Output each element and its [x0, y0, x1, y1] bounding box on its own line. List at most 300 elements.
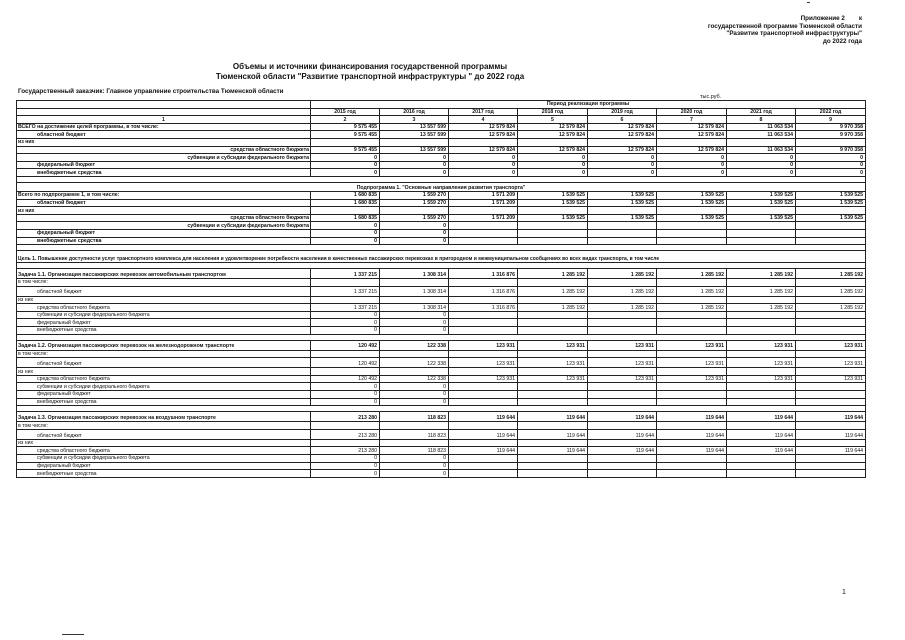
empty-cell [796, 279, 866, 287]
empty-cell [588, 422, 657, 430]
row-label: внебюджетные средства [17, 398, 311, 406]
table-row-total-iz [17, 138, 866, 146]
value-cell: 0 [380, 154, 449, 162]
value-cell: 122 338 [380, 375, 449, 383]
empty-cell [449, 470, 518, 478]
year-header: 2017 год [449, 108, 518, 116]
value-cell: 9 575 455 [311, 123, 380, 131]
title-line-1: Объемы и источники финансирования государственной программы [232, 62, 508, 71]
value-cell: 11 063 534 [727, 146, 796, 154]
year-header: 2019 год [588, 108, 657, 116]
empty-cell [796, 311, 866, 319]
value-cell: 0 [518, 161, 588, 169]
empty-cell [449, 296, 518, 304]
value-cell: 1 559 270 [380, 199, 449, 207]
empty-cell [727, 311, 796, 319]
empty-cell [588, 368, 657, 376]
row-label: внебюджетные средства [17, 327, 311, 335]
table-row-t12-sredstva [17, 375, 866, 383]
value-cell: 120 492 [311, 340, 380, 350]
table-row-t11-fed [17, 319, 866, 327]
empty-cell [380, 350, 449, 358]
appendix-header [708, 15, 862, 45]
empty-cell [449, 398, 518, 406]
value-cell: 0 [449, 161, 518, 169]
value-cell: 119 644 [657, 447, 727, 455]
value-cell: 0 [380, 237, 449, 245]
value-cell: 12 579 824 [449, 131, 518, 139]
empty-cell [727, 368, 796, 376]
state-customer: Государственный заказчик: Главное управление строительства Тюменской области [18, 88, 284, 95]
value-cell: 0 [380, 455, 449, 463]
table-row-t11-obl [17, 286, 866, 296]
value-cell: 123 931 [727, 340, 796, 350]
value-cell: 1 285 192 [796, 269, 866, 279]
row-label: из них [17, 439, 311, 447]
value-cell: 123 931 [518, 340, 588, 350]
value-cell: 1 285 192 [727, 286, 796, 296]
row-label: федеральный бюджет [17, 391, 311, 399]
value-cell: 0 [380, 462, 449, 470]
value-cell: 0 [311, 327, 380, 335]
table-row-t13-subv [17, 455, 866, 463]
empty-cell [518, 391, 588, 399]
empty-cell [588, 207, 657, 215]
row-label: средства областного бюджета [17, 304, 311, 312]
empty-cell [311, 439, 380, 447]
empty-cell [588, 327, 657, 335]
empty-cell [727, 455, 796, 463]
value-cell: 12 579 824 [449, 123, 518, 131]
value-cell: 123 931 [588, 340, 657, 350]
value-cell: 13 557 599 [380, 123, 449, 131]
value-cell: 0 [657, 154, 727, 162]
value-cell: 213 280 [311, 447, 380, 455]
value-cell: 0 [311, 161, 380, 169]
value-cell: 0 [380, 169, 449, 177]
empty-cell [518, 422, 588, 430]
value-cell: 1 539 525 [657, 191, 727, 199]
empty-cell [796, 422, 866, 430]
empty-cell [588, 279, 657, 287]
row-label: в том числе: [17, 422, 311, 430]
value-cell: 119 644 [588, 447, 657, 455]
empty-cell [796, 319, 866, 327]
value-cell: 1 539 525 [796, 191, 866, 199]
value-cell: 0 [657, 169, 727, 177]
value-cell: 1 539 525 [588, 199, 657, 207]
empty-cell [449, 391, 518, 399]
year-header: 2021 год [727, 108, 796, 116]
empty-cell [657, 207, 727, 215]
value-cell: 1 539 525 [518, 191, 588, 199]
empty-cell [727, 350, 796, 358]
value-cell: 0 [311, 311, 380, 319]
value-cell: 123 931 [449, 358, 518, 368]
value-cell: 0 [311, 169, 380, 177]
header-blank [17, 101, 311, 109]
row-label: из них [17, 207, 311, 215]
value-cell: 0 [588, 169, 657, 177]
value-cell: 1 539 525 [657, 199, 727, 207]
value-cell: 1 285 192 [657, 269, 727, 279]
empty-cell [727, 279, 796, 287]
empty-cell [588, 439, 657, 447]
value-cell: 0 [380, 319, 449, 327]
empty-cell [518, 470, 588, 478]
empty-cell [449, 383, 518, 391]
value-cell: 1 680 835 [311, 214, 380, 222]
empty-cell [727, 422, 796, 430]
empty-cell [727, 383, 796, 391]
empty-cell [727, 319, 796, 327]
value-cell: 11 063 534 [727, 123, 796, 131]
value-cell: 9 970 358 [796, 131, 866, 139]
empty-cell [518, 368, 588, 376]
value-cell: 119 644 [796, 429, 866, 439]
empty-cell [796, 462, 866, 470]
row-label: субвенции и субсидии федерального бюджета [17, 222, 311, 230]
value-cell: 118 823 [380, 412, 449, 422]
appendix-line-3: "Развитие транспортной инфраструктуры" [726, 30, 862, 38]
value-cell: 1 539 525 [518, 214, 588, 222]
empty-cell [588, 455, 657, 463]
value-cell: 119 644 [796, 412, 866, 422]
value-cell: 0 [727, 169, 796, 177]
subprogram-header [17, 182, 866, 191]
value-cell: 0 [380, 327, 449, 335]
header-blank [17, 108, 311, 116]
empty-cell [449, 311, 518, 319]
empty-cell [380, 439, 449, 447]
empty-cell [449, 207, 518, 215]
value-cell: 9 575 455 [311, 131, 380, 139]
value-cell: 0 [657, 161, 727, 169]
value-cell: 119 644 [518, 447, 588, 455]
row-label: областной бюджет [17, 199, 311, 207]
table-row-sub1-sredstva [17, 214, 866, 222]
value-cell: 0 [380, 470, 449, 478]
year-header: 2015 год [311, 108, 380, 116]
title-line-2: Тюменской области "Развитие транспортной инфраструктуры " до 2022 года [215, 72, 525, 81]
value-cell: 0 [311, 319, 380, 327]
table-row-t11 [17, 269, 866, 279]
row-label: средства областного бюджета [17, 214, 311, 222]
value-cell: 0 [588, 154, 657, 162]
value-cell: 1 539 525 [796, 214, 866, 222]
header-row-years [17, 108, 866, 116]
empty-cell [588, 229, 657, 237]
empty-cell [518, 207, 588, 215]
header-row-numbers [17, 116, 866, 124]
empty-cell [588, 311, 657, 319]
empty-cell [380, 296, 449, 304]
empty-cell [727, 229, 796, 237]
units-label: тыс.руб. [700, 94, 722, 100]
empty-cell [588, 222, 657, 230]
value-cell: 122 338 [380, 340, 449, 350]
value-cell: 120 492 [311, 375, 380, 383]
subprogram-header-text: Подпрограмма 1. "Основные направления развития транспорта" [17, 182, 866, 191]
value-cell: 123 931 [657, 340, 727, 350]
empty-cell [449, 229, 518, 237]
empty-cell [657, 138, 727, 146]
page-number: 1 [842, 589, 846, 596]
period-header: Период реализации программы [311, 101, 866, 109]
empty-cell [657, 462, 727, 470]
empty-cell [449, 455, 518, 463]
year-header: 2018 год [518, 108, 588, 116]
row-label: Задача 1.1. Организация пассажирских перевозок автомобильным транспортом [17, 269, 311, 279]
row-label: Задача 1.2. Организация пассажирских перевозок на железнодорожном транспорте [17, 340, 311, 350]
value-cell: 12 579 824 [657, 123, 727, 131]
empty-cell [796, 383, 866, 391]
value-cell: 1 539 525 [588, 214, 657, 222]
appendix-line-2: государственной программе Тюменской области [707, 22, 862, 30]
empty-cell [657, 319, 727, 327]
empty-cell [518, 296, 588, 304]
empty-cell [657, 470, 727, 478]
empty-cell [518, 311, 588, 319]
table-row-sub1-subv [17, 222, 866, 230]
value-cell: 119 644 [657, 412, 727, 422]
empty-cell [796, 296, 866, 304]
empty-cell [796, 368, 866, 376]
row-label: внебюджетные средства [17, 470, 311, 478]
value-cell: 1 285 192 [796, 304, 866, 312]
value-cell: 1 285 192 [518, 304, 588, 312]
value-cell: 0 [380, 222, 449, 230]
value-cell: 0 [796, 154, 866, 162]
value-cell: 119 644 [588, 412, 657, 422]
row-label: из них [17, 368, 311, 376]
value-cell: 1 308 314 [380, 304, 449, 312]
row-label: внебюджетные средства [17, 237, 311, 245]
table-row-t11-iz [17, 296, 866, 304]
value-cell: 1 316 876 [449, 269, 518, 279]
empty-cell [657, 222, 727, 230]
empty-cell [727, 462, 796, 470]
empty-cell [518, 279, 588, 287]
row-label: субвенции и субсидии федерального бюджета [17, 154, 311, 162]
empty-cell [518, 237, 588, 245]
empty-cell [727, 391, 796, 399]
empty-cell [727, 207, 796, 215]
value-cell: 1 571 209 [449, 214, 518, 222]
empty-cell [449, 279, 518, 287]
value-cell: 1 285 192 [588, 286, 657, 296]
empty-cell [588, 398, 657, 406]
value-cell: 0 [311, 222, 380, 230]
value-cell: 0 [380, 391, 449, 399]
table-row-sub1-obl [17, 199, 866, 207]
empty-cell [588, 462, 657, 470]
row-label: субвенции и субсидии федерального бюджета [17, 383, 311, 391]
table-row-t13-vtch [17, 422, 866, 430]
value-cell: 213 280 [311, 429, 380, 439]
table-row-t12-fed [17, 391, 866, 399]
table-row-t12-obl [17, 358, 866, 368]
row-label: областной бюджет [17, 286, 311, 296]
empty-cell [796, 439, 866, 447]
value-cell: 123 931 [449, 375, 518, 383]
empty-cell [449, 237, 518, 245]
value-cell: 123 931 [588, 358, 657, 368]
column-number: 7 [657, 116, 727, 124]
empty-cell [311, 207, 380, 215]
goal-row-text: Цель 1. Повышение доступности услуг транспортного комплекса для населения и удовлетворение потребности населения в качественных пассажирских перевозках в пригородном и межмуниципальном сообщениях во всех видах транспорта, в том числе [17, 251, 866, 263]
empty-cell [657, 350, 727, 358]
empty-cell [796, 327, 866, 335]
empty-cell [588, 296, 657, 304]
value-cell: 119 644 [449, 412, 518, 422]
value-cell: 123 931 [518, 358, 588, 368]
empty-cell [518, 327, 588, 335]
empty-cell [796, 391, 866, 399]
value-cell: 119 644 [727, 447, 796, 455]
value-cell: 122 338 [380, 358, 449, 368]
value-cell: 0 [796, 161, 866, 169]
column-number: 1 [17, 116, 311, 124]
value-cell: 0 [449, 154, 518, 162]
value-cell: 119 644 [449, 447, 518, 455]
table-row-t11-vtch [17, 279, 866, 287]
value-cell: 123 931 [796, 358, 866, 368]
value-cell: 1 285 192 [796, 286, 866, 296]
empty-cell [380, 368, 449, 376]
table-row-t13-fed [17, 462, 866, 470]
value-cell: 119 644 [657, 429, 727, 439]
value-cell: 1 571 209 [449, 199, 518, 207]
table-row-total-sredstva [17, 146, 866, 154]
empty-cell [518, 398, 588, 406]
empty-cell [311, 422, 380, 430]
row-label: ВСЕГО на достижение целей программы, в том числе: [17, 123, 311, 131]
empty-cell [380, 422, 449, 430]
table-row-t11-subv [17, 311, 866, 319]
empty-cell [311, 279, 380, 287]
table-row-t12-vneb [17, 398, 866, 406]
empty-cell [657, 422, 727, 430]
value-cell: 123 931 [657, 375, 727, 383]
value-cell: 1 316 876 [449, 286, 518, 296]
empty-cell [796, 470, 866, 478]
empty-cell [588, 470, 657, 478]
empty-cell [657, 279, 727, 287]
table-row-sub1-fed [17, 229, 866, 237]
empty-cell [727, 222, 796, 230]
empty-cell [727, 398, 796, 406]
table-row-total-subv [17, 154, 866, 162]
value-cell: 9 575 455 [311, 146, 380, 154]
value-cell: 1 680 835 [311, 191, 380, 199]
row-label: Задача 1.3. Организация пассажирских перевозок на воздушном транспорте [17, 412, 311, 422]
column-number: 2 [311, 116, 380, 124]
value-cell: 13 557 599 [380, 146, 449, 154]
table-row-sub1 [17, 191, 866, 199]
value-cell: 1 539 525 [727, 199, 796, 207]
empty-cell [449, 222, 518, 230]
value-cell: 123 931 [727, 375, 796, 383]
value-cell: 12 579 824 [588, 146, 657, 154]
empty-cell [380, 207, 449, 215]
value-cell: 1 539 525 [588, 191, 657, 199]
row-label: субвенции и субсидии федерального бюджета [17, 455, 311, 463]
row-label: областной бюджет [17, 429, 311, 439]
appendix-line-4: до 2022 года [822, 37, 862, 45]
value-cell: 1 539 525 [727, 191, 796, 199]
value-cell: 1 337 215 [311, 286, 380, 296]
value-cell: 0 [588, 161, 657, 169]
empty-cell [796, 138, 866, 146]
table-row-total [17, 123, 866, 131]
row-label: из них [17, 138, 311, 146]
value-cell: 12 579 824 [657, 131, 727, 139]
row-label: из них [17, 296, 311, 304]
empty-cell [518, 462, 588, 470]
value-cell: 1 539 525 [657, 214, 727, 222]
value-cell: 11 063 534 [727, 131, 796, 139]
value-cell: 1 680 835 [311, 199, 380, 207]
empty-cell [727, 138, 796, 146]
empty-cell [796, 398, 866, 406]
table-row-total-vneb [17, 169, 866, 177]
year-header: 2022 год [796, 108, 866, 116]
empty-cell [727, 296, 796, 304]
empty-cell [518, 383, 588, 391]
value-cell: 12 579 824 [588, 123, 657, 131]
empty-cell [311, 296, 380, 304]
row-label: средства областного бюджета [17, 146, 311, 154]
empty-cell [518, 350, 588, 358]
empty-cell [796, 455, 866, 463]
value-cell: 12 579 824 [518, 131, 588, 139]
financing-table [16, 100, 866, 478]
empty-cell [588, 319, 657, 327]
empty-cell [449, 422, 518, 430]
value-cell: 0 [311, 154, 380, 162]
value-cell: 0 [311, 462, 380, 470]
empty-cell [588, 391, 657, 399]
table-row-t13-obl [17, 429, 866, 439]
table-row-t12-vtch [17, 350, 866, 358]
column-number: 6 [588, 116, 657, 124]
row-label: в том числе: [17, 279, 311, 287]
table-row-t13-sredstva [17, 447, 866, 455]
value-cell: 0 [449, 169, 518, 177]
year-header: 2016 год [380, 108, 449, 116]
empty-cell [449, 462, 518, 470]
empty-cell [449, 319, 518, 327]
empty-cell [657, 439, 727, 447]
empty-cell [518, 439, 588, 447]
row-label: Всего по подпрограмме 1, в том числе: [17, 191, 311, 199]
value-cell: 123 931 [796, 375, 866, 383]
table-row-t13 [17, 412, 866, 422]
empty-cell [796, 237, 866, 245]
value-cell: 1 285 192 [727, 269, 796, 279]
empty-cell [588, 350, 657, 358]
value-cell: 123 931 [796, 340, 866, 350]
document-title [0, 62, 740, 82]
table-row-sub1-vneb [17, 237, 866, 245]
empty-cell [796, 207, 866, 215]
column-number: 9 [796, 116, 866, 124]
appendix-line-1: Приложение 2 к [800, 15, 862, 22]
header-row-period [17, 101, 866, 109]
value-cell: 119 644 [449, 429, 518, 439]
row-label: федеральный бюджет [17, 462, 311, 470]
